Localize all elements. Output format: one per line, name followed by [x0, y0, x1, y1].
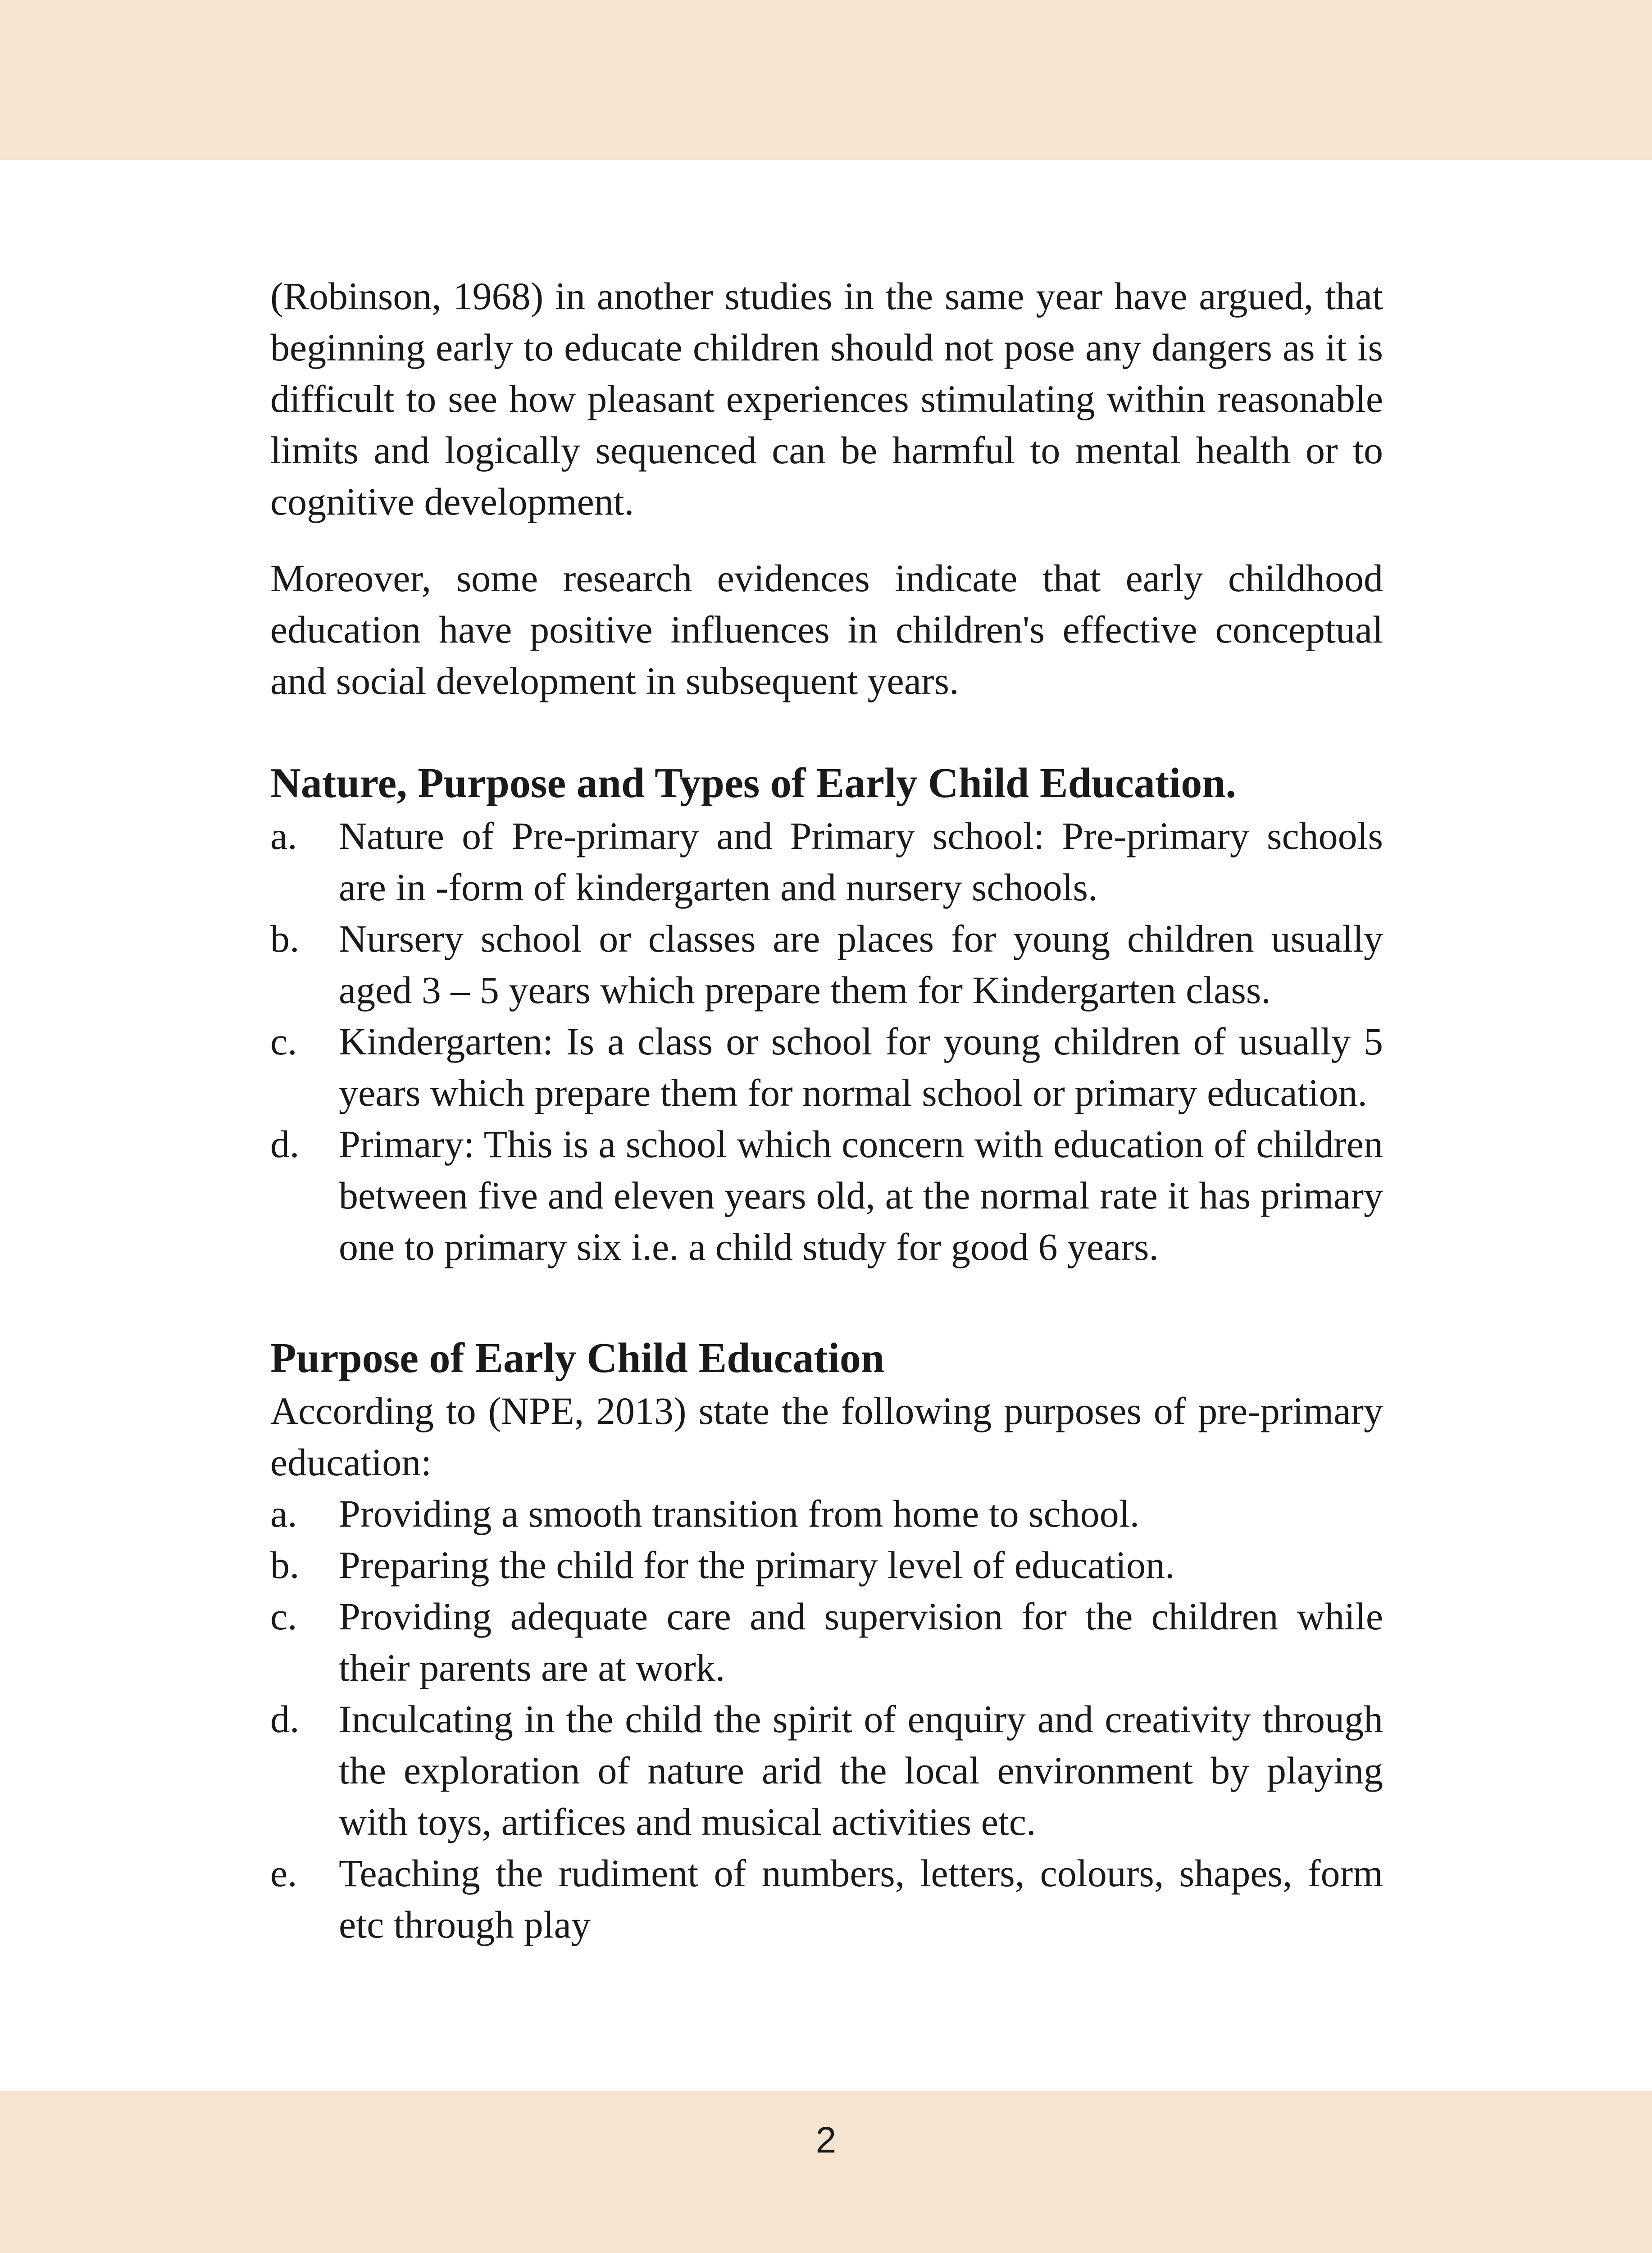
list-marker: c. [270, 1020, 297, 1063]
list-item [270, 1488, 1383, 1539]
list-item-text: Teaching the rudiment of numbers, letters, colours, shapes, form etc through play [339, 1852, 1383, 1946]
list-item-text: Nursery school or classes are places for young children usually aged 3 – 5 years which prepare them for Kindergarten class. [339, 917, 1383, 1012]
section-heading-nature: Nature, Purpose and Types of Early Child Education. [270, 760, 1237, 807]
list-item-text: Preparing the child for the primary level of education. [339, 1543, 1175, 1587]
list-marker: a. [270, 1492, 297, 1535]
nature-list [270, 810, 1383, 1272]
list-item [270, 1591, 1383, 1693]
list-item [270, 1118, 1383, 1272]
list-item-text: Nature of Pre-primary and Primary school: Pre-primary schools are in -form of kindergarten and nursery schools. [339, 814, 1383, 909]
list-marker: b. [270, 917, 300, 960]
list-marker: e. [270, 1852, 297, 1895]
page-number: 2 [815, 2120, 837, 2161]
list-item [270, 1847, 1383, 1950]
list-item [270, 1016, 1383, 1118]
list-marker: d. [270, 1122, 300, 1166]
list-marker: c. [270, 1595, 297, 1638]
list-item-text: Kindergarten: Is a class or school for young children of usually 5 years which prepare them for normal school or primary education. [339, 1020, 1383, 1114]
list-item-text: Providing a smooth transition from home to school. [339, 1492, 1140, 1535]
body-paragraph-1: (Robinson, 1968) in another studies in the same year have argued, that beginning early to educate children should not pose any dangers as it is difficult to see how pleasant experiences stimulating within reasonable limits and logically sequenced can be harmful to mental health or to cognitive development. [270, 274, 1383, 523]
section-heading-purpose: Purpose of Early Child Education [270, 1335, 885, 1382]
header-band [0, 0, 1652, 160]
list-item-text: Inculcating in the child the spirit of enquiry and creativity through the exploration of nature arid the local environment by playing with toys, artifices and musical activities etc. [339, 1697, 1383, 1843]
list-item [270, 810, 1383, 913]
purpose-intro: According to (NPE, 2013) state the following purposes of pre-primary education: [270, 1389, 1383, 1484]
list-item-text: Primary: This is a school which concern with education of children between five and eleven years old, at the normal rate it has primary one to primary six i.e. a child study for good 6 years. [339, 1122, 1383, 1268]
list-item [270, 913, 1383, 1016]
body-paragraph-2: Moreover, some research evidences indicate that early childhood education have positive influences in children's effective conceptual and social development in subsequent years. [270, 556, 1383, 702]
list-item [270, 1539, 1383, 1591]
list-item [270, 1693, 1383, 1847]
list-marker: d. [270, 1697, 300, 1741]
page-content [270, 270, 1383, 1950]
list-marker: a. [270, 814, 297, 857]
list-item-text: Providing adequate care and supervision for the children while their parents are at work. [339, 1595, 1383, 1689]
list-marker: b. [270, 1543, 300, 1587]
purpose-list [270, 1488, 1383, 1950]
